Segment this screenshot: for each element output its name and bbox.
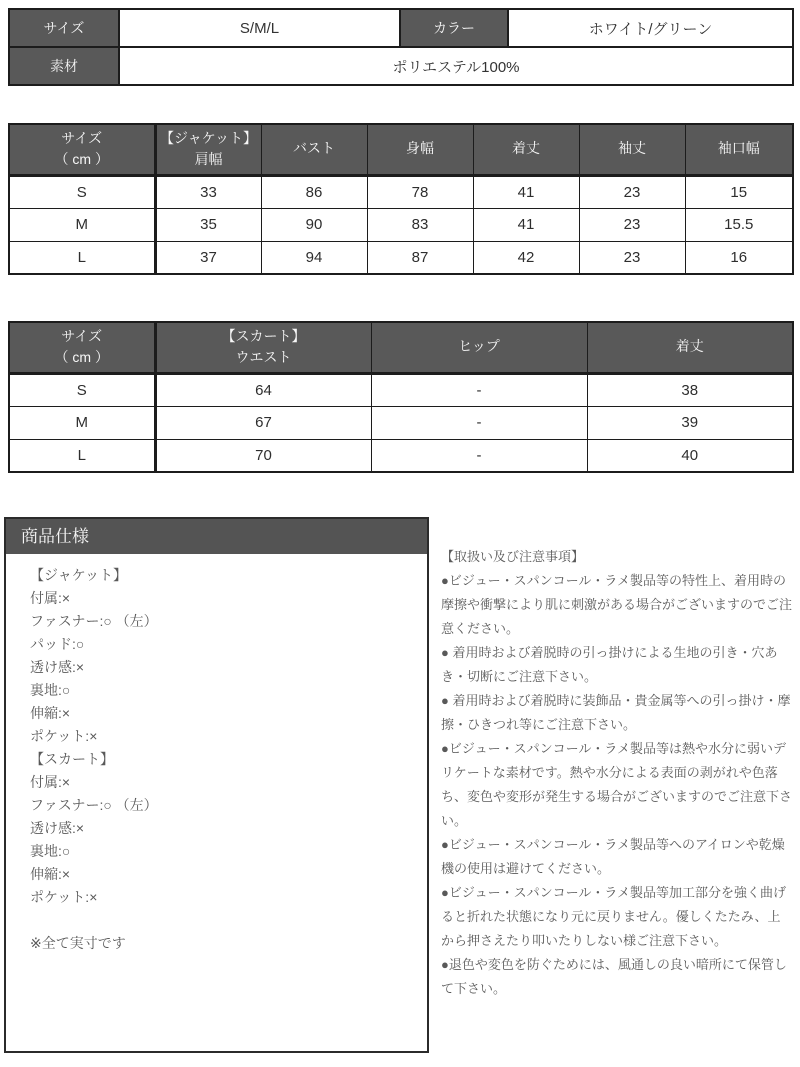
skirt-length-header-cell: 着丈 (587, 322, 793, 373)
data-cell: 37 (155, 241, 261, 274)
header-label: ウエスト (235, 349, 292, 366)
table-row (9, 241, 793, 274)
skirt-size-table (8, 321, 794, 473)
spec-line: 透け感:× (30, 659, 85, 675)
data-cell: 23 (579, 208, 685, 241)
spec-line: 伸縮:× (30, 866, 71, 882)
data-cell: 86 (261, 175, 367, 208)
data-cell: 87 (367, 241, 473, 274)
skirt-waist-header-cell (155, 322, 371, 373)
care-note-item: ● 着用時および着脱時の引っ掛けによる生地の引き・穴あき・切断にご注意下さい。 (441, 645, 778, 684)
size-header-line: （ cm ） (54, 349, 109, 366)
care-notes (441, 517, 792, 1001)
size-header-line: （ cm ） (54, 151, 109, 168)
jacket-size-table (8, 123, 794, 275)
size-value-cell: S/M/L (119, 9, 400, 47)
data-cell: 41 (473, 175, 579, 208)
data-cell: 40 (587, 439, 793, 472)
size-cell: L (9, 439, 155, 472)
size-label-cell: サイズ (9, 9, 119, 47)
skirt-spec-heading: 【スカート】 (30, 751, 114, 767)
product-spec-title: 商品仕様 (6, 519, 427, 554)
size-header-line: サイズ (61, 327, 103, 344)
table-row (9, 175, 793, 208)
jacket-length-header-cell: 着丈 (473, 124, 579, 175)
color-value-cell: ホワイト/グリーン (508, 9, 793, 47)
care-note-item: ● 着用時および着脱時に装飾品・貴金属等への引っ掛け・摩擦・ひきつれ等にご注意下さい。 (441, 693, 791, 732)
spec-line: 裏地:○ (30, 843, 71, 859)
jacket-shoulder-header-cell (155, 124, 261, 175)
data-cell: 83 (367, 208, 473, 241)
data-cell: 15 (685, 175, 793, 208)
spec-line: ポケット:× (30, 728, 98, 744)
table-row (9, 406, 793, 439)
data-cell: 78 (367, 175, 473, 208)
data-cell: 15.5 (685, 208, 793, 241)
table-row (9, 9, 793, 47)
care-note-item: ●ビジュー・スパンコール・ラメ製品等加工部分を強く曲げると折れた状態になり元に戻りません。優しくたたみ、上から押さえたり叩いたりしない様ご注意下さい。 (441, 885, 786, 948)
spec-line: ポケット:× (30, 889, 98, 905)
table-row (9, 373, 793, 406)
care-note-item: ●ビジュー・スパンコール・ラメ製品等の特性上、着用時の摩擦や衝撃により肌に刺激がある場合がございますのでご注意ください。 (441, 573, 793, 636)
size-cm-header-cell (9, 124, 155, 175)
data-cell: 16 (685, 241, 793, 274)
data-cell: 70 (155, 439, 371, 472)
size-cell: S (9, 175, 155, 208)
table-row (9, 439, 793, 472)
size-cell: L (9, 241, 155, 274)
data-cell: - (371, 373, 587, 406)
care-note-item: ●ビジュー・スパンコール・ラメ製品等へのアイロンや乾燥機の使用は避けてください。 (441, 837, 785, 876)
data-cell: - (371, 406, 587, 439)
skirt-group-label: 【スカート】 (221, 327, 306, 344)
basic-info-table (8, 8, 794, 86)
jacket-bust-header-cell: バスト (261, 124, 367, 175)
data-cell: 42 (473, 241, 579, 274)
spec-line: 伸縮:× (30, 705, 71, 721)
product-spec-box (4, 517, 429, 1053)
size-cell: S (9, 373, 155, 406)
table-header-row (9, 124, 793, 175)
spec-line: 透け感:× (30, 820, 85, 836)
spec-line: パッド:○ (30, 636, 85, 652)
data-cell: 23 (579, 241, 685, 274)
data-cell: 33 (155, 175, 261, 208)
data-cell: 23 (579, 175, 685, 208)
care-notes-title: 【取扱い及び注意事項】 (441, 549, 585, 564)
spec-line: 裏地:○ (30, 682, 71, 698)
size-cm-header-cell (9, 322, 155, 373)
jacket-width-header-cell: 身幅 (367, 124, 473, 175)
data-cell: 90 (261, 208, 367, 241)
skirt-hip-header-cell: ヒップ (371, 322, 587, 373)
spec-line: 付属:× (30, 774, 71, 790)
actual-measurement-note: ※全て実寸です (30, 935, 126, 951)
table-header-row (9, 322, 793, 373)
care-note-item: ●退色や変色を防ぐためには、風通しの良い暗所にて保管して下さい。 (441, 957, 787, 996)
data-cell: 64 (155, 373, 371, 406)
header-label: 肩幅 (194, 151, 223, 168)
material-label-cell: 素材 (9, 47, 119, 85)
data-cell: 38 (587, 373, 793, 406)
spec-line: ファスナー:○ （左） (30, 613, 158, 629)
jacket-spec-heading: 【ジャケット】 (30, 567, 128, 583)
data-cell: 41 (473, 208, 579, 241)
data-cell: 67 (155, 406, 371, 439)
material-value-cell: ポリエステル100% (119, 47, 793, 85)
jacket-sleeve-header-cell: 袖丈 (579, 124, 685, 175)
table-row (9, 47, 793, 85)
size-header-line: サイズ (61, 129, 103, 146)
table-row (9, 208, 793, 241)
data-cell: 35 (155, 208, 261, 241)
bottom-section (4, 517, 792, 1053)
data-cell: 94 (261, 241, 367, 274)
spec-line: ファスナー:○ （左） (30, 797, 158, 813)
care-note-item: ●ビジュー・スパンコール・ラメ製品等は熱や水分に弱いデリケートな素材です。熱や水分による表面の剥がれや色落ち、変色や変形が発生する場合がございますのでご注意下さい。 (441, 741, 793, 828)
spec-line: 付属:× (30, 590, 71, 606)
data-cell: - (371, 439, 587, 472)
color-label-cell: カラー (400, 9, 508, 47)
size-cell: M (9, 406, 155, 439)
jacket-cuff-header-cell: 袖口幅 (685, 124, 793, 175)
data-cell: 39 (587, 406, 793, 439)
jacket-group-label: 【ジャケット】 (159, 129, 258, 146)
size-cell: M (9, 208, 155, 241)
product-spec-body (6, 554, 427, 955)
